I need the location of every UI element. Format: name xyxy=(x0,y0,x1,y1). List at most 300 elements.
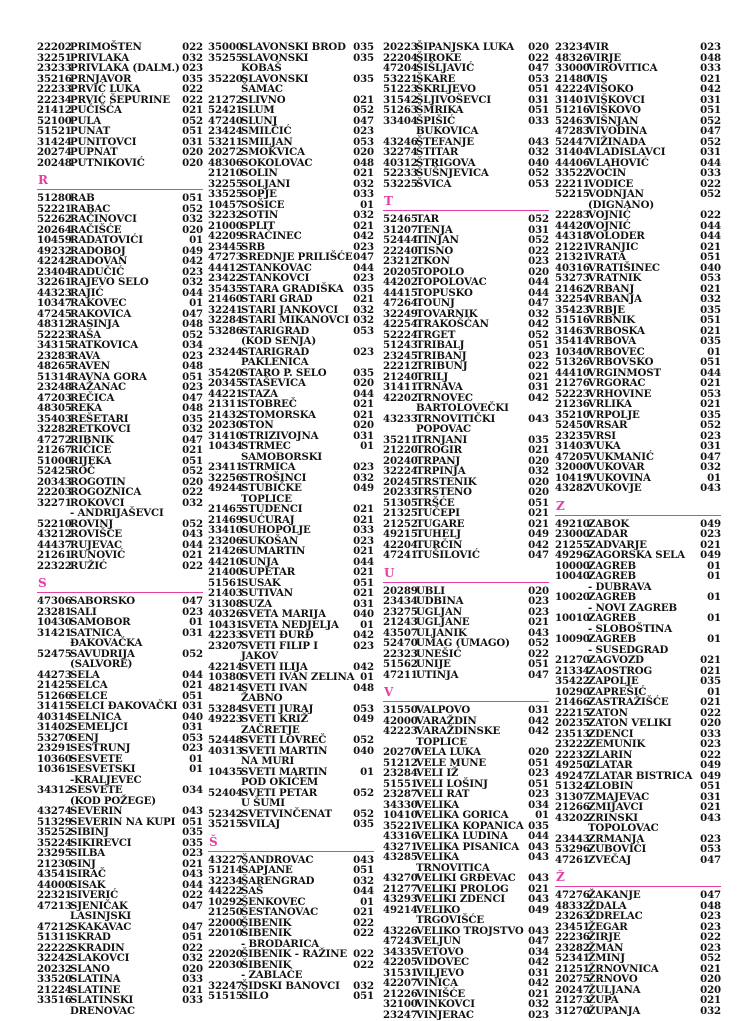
area-code: 052 xyxy=(700,114,721,127)
area-code: 031 xyxy=(528,223,549,236)
entry-row xyxy=(383,726,549,737)
entry-continuation xyxy=(37,659,203,670)
place-name: VELIKA KOPANICA xyxy=(416,819,524,832)
postal-code: 47273 xyxy=(208,251,243,263)
postal-code: 44318 xyxy=(555,230,590,242)
place-name: VINIŠĆE xyxy=(416,987,465,1000)
entry-row xyxy=(383,63,549,74)
place-name: VETOVO xyxy=(416,945,464,958)
area-code: 023 xyxy=(700,941,721,954)
entry-row xyxy=(208,683,374,694)
place-name: ŠAMAC xyxy=(241,83,283,95)
place-name: SEVERIN xyxy=(70,805,123,817)
area-code: 023 xyxy=(700,920,721,933)
place-name: SVETI PETAR xyxy=(241,786,318,799)
postal-code: 22233 xyxy=(37,83,72,95)
postal-code: 23443 xyxy=(555,832,590,845)
postal-code: 51214 xyxy=(208,864,243,876)
entry-row xyxy=(208,420,374,431)
postal-code: 10000 xyxy=(555,559,590,572)
place-name: SVETVINČENAT xyxy=(241,807,332,820)
entry-row xyxy=(208,735,374,746)
entry-row xyxy=(555,932,721,943)
area-code: 023 xyxy=(353,240,374,253)
entry-row xyxy=(555,210,721,221)
postal-code: 48305 xyxy=(37,402,72,414)
entry-row xyxy=(37,848,203,859)
place-name: VUKA xyxy=(588,440,621,452)
area-code: 052 xyxy=(700,135,721,148)
postal-code: 42205 xyxy=(383,956,418,968)
entry-row xyxy=(208,441,374,452)
place-name: SESVETSKI xyxy=(70,763,136,775)
area-code: 01 xyxy=(707,471,721,484)
postal-code: 20230 xyxy=(208,419,243,431)
entry-row xyxy=(555,42,721,53)
place-name: POD OKIĆEM xyxy=(241,776,319,788)
postal-code: 35422 xyxy=(555,675,590,687)
area-code: 051 xyxy=(182,192,203,204)
area-code: 021 xyxy=(700,664,721,677)
place-name: SLUM xyxy=(241,104,275,116)
postal-code: 10434 xyxy=(208,440,243,452)
area-code: 020 xyxy=(182,223,203,236)
area-code: 052 xyxy=(353,807,374,820)
postal-code: 48326 xyxy=(555,51,590,64)
place-name: ZAPOLJE xyxy=(588,675,639,687)
place-name: STAŠEVICA xyxy=(241,377,306,389)
area-code: 043 xyxy=(700,482,721,494)
postal-code: 53211 xyxy=(208,135,243,148)
postal-code: 32100 xyxy=(383,998,418,1010)
area-code: 023 xyxy=(700,41,721,53)
postal-code: 43274 xyxy=(37,805,72,817)
entry-row xyxy=(37,361,203,372)
area-code: 052 xyxy=(353,786,374,799)
place-name: SESVETE xyxy=(70,784,123,796)
place-name: ROKOVCI xyxy=(70,496,125,509)
postal-code: 35215 xyxy=(208,818,243,830)
area-code: 035 xyxy=(700,303,721,316)
place-name: TOUNJ xyxy=(416,297,455,309)
place-name: STAZA xyxy=(241,387,278,400)
place-name: SVETI ĐURĐ xyxy=(241,629,314,641)
postal-code: 43316 xyxy=(383,830,418,842)
area-code: 043 xyxy=(528,851,549,863)
area-code: 032 xyxy=(700,461,721,473)
place-name: SLUNJ xyxy=(241,114,278,127)
section-header xyxy=(555,496,721,516)
place-name: ZAGORSKA SELA xyxy=(588,549,685,561)
place-name: PULA xyxy=(70,114,102,127)
postal-code: 53273 xyxy=(555,272,590,284)
entry-row xyxy=(208,189,374,200)
postal-code: 51223 xyxy=(383,83,418,95)
area-code: 051 xyxy=(353,864,374,876)
place-name: SAVUDRIJA xyxy=(70,647,135,660)
postal-code: 49214 xyxy=(383,903,418,916)
postal-code: 43293 xyxy=(383,893,418,905)
area-code: 020 xyxy=(528,475,549,488)
postal-code: 35220 xyxy=(208,72,243,85)
place-name: ŽULJANA xyxy=(588,983,641,996)
place-name: STARA GRADIŠKA xyxy=(241,282,344,295)
section-header xyxy=(383,563,549,583)
postal-code: 10360 xyxy=(37,752,72,765)
postal-code: 52342 xyxy=(208,807,243,820)
area-code: 053 xyxy=(700,387,721,400)
place-name: - ANDRIJAŠEVCI xyxy=(70,507,164,519)
area-code: 051 xyxy=(528,339,549,351)
area-code: 051 xyxy=(528,756,549,769)
area-code: 023 xyxy=(700,528,721,540)
postal-code: 31424 xyxy=(37,135,72,148)
postal-code: 44437 xyxy=(37,538,72,551)
postal-code: 20233 xyxy=(383,486,418,498)
place-name: VRGORAC xyxy=(588,377,646,389)
place-name: POPOVAC xyxy=(416,423,471,435)
section-letter: V xyxy=(384,685,394,699)
place-name: ŠAPJANE xyxy=(241,864,293,876)
postal-code: 10431 xyxy=(208,618,243,631)
area-code: 052 xyxy=(182,517,203,530)
place-name: REŠETARI xyxy=(70,412,129,425)
area-code: 044 xyxy=(700,366,721,379)
postal-code: 32242 xyxy=(37,952,72,964)
area-code: 043 xyxy=(182,528,203,540)
postal-code: 10457 xyxy=(208,198,243,211)
place-name: SLIVNO xyxy=(241,93,286,106)
entry-row xyxy=(555,676,721,687)
area-code: 051 xyxy=(528,496,549,509)
postal-code: 42202 xyxy=(383,391,418,404)
entry-row xyxy=(208,168,374,179)
area-code: 044 xyxy=(182,878,203,891)
place-name: JAKOV xyxy=(241,650,279,662)
place-name: SAMOBOR xyxy=(70,616,131,628)
entry-row xyxy=(383,659,549,670)
postal-code: 33000 xyxy=(555,62,590,74)
area-code: 031 xyxy=(182,135,203,148)
postal-code: 52223 xyxy=(555,387,590,400)
entry-row xyxy=(37,596,203,607)
place-name: ZMAJEVAC xyxy=(588,790,650,803)
place-name: SJENIČAK xyxy=(70,899,128,912)
postal-code: 51562 xyxy=(383,658,418,670)
postal-code: 21272 xyxy=(208,93,243,106)
postal-code: 44222 xyxy=(208,885,243,897)
area-code: 047 xyxy=(182,433,203,446)
section-letter: Š xyxy=(209,834,218,849)
place-name: SVETI JURAJ xyxy=(241,702,314,715)
postal-code: 35000 xyxy=(208,41,243,53)
place-name: VELIKA LUDINA xyxy=(416,830,508,842)
postal-code: 35414 xyxy=(555,335,590,347)
postal-code: 23411 xyxy=(208,461,243,473)
place-name: SKAKAVAC xyxy=(70,920,132,933)
place-name: SUĆURAJ xyxy=(241,513,295,526)
area-code: 031 xyxy=(528,93,549,106)
area-code: 047 xyxy=(700,889,721,901)
postal-code: 35403 xyxy=(37,412,72,425)
area-code: 044 xyxy=(353,261,374,274)
place-name: (KOD SENJA) xyxy=(241,335,316,347)
place-name: ŠARENGRAD xyxy=(241,874,315,887)
place-name: RAB xyxy=(70,192,95,204)
postal-code: 10020 xyxy=(555,591,590,603)
place-name: TRIBALJ xyxy=(416,339,465,351)
entry-row xyxy=(555,231,721,242)
place-name: SREDNJE PRILIŠĆE xyxy=(241,251,353,263)
place-name: ŠKARE xyxy=(416,72,456,85)
area-code: 049 xyxy=(528,903,549,916)
postal-code: 52463 xyxy=(555,114,590,127)
entry-continuation xyxy=(383,424,549,435)
postal-code: 31401 xyxy=(555,93,590,106)
postal-code: 43282 xyxy=(555,482,590,494)
place-name: SLATINSKI xyxy=(70,994,134,1006)
place-name: VELIKA xyxy=(416,798,460,811)
entry-row xyxy=(37,403,203,414)
section-header xyxy=(555,867,721,887)
area-code: 049 xyxy=(528,528,549,540)
place-name: ŽEGAR xyxy=(588,920,628,933)
area-code: 021 xyxy=(528,444,549,456)
area-code: 031 xyxy=(182,700,203,712)
postal-code: 44210 xyxy=(208,555,243,568)
postal-code: 44412 xyxy=(208,261,243,274)
postal-code: 21334 xyxy=(555,664,590,677)
postal-code: 22204 xyxy=(383,51,418,64)
place-name: SRAČINEC xyxy=(241,230,302,242)
postal-code: 47306 xyxy=(37,595,72,607)
place-name: ZDENCI xyxy=(588,727,634,740)
entry-row xyxy=(555,844,721,855)
section-divider xyxy=(555,515,721,516)
postal-code: 20248 xyxy=(37,156,72,169)
place-name: STOMORSKA xyxy=(241,408,316,421)
place-name: STOBREČ xyxy=(241,398,297,410)
area-code: 034 xyxy=(528,945,549,958)
place-name: ZUBOVIĆI xyxy=(588,843,647,855)
place-name: SEMELJCI xyxy=(70,721,128,733)
area-code: 021 xyxy=(528,517,549,530)
entry-row xyxy=(37,529,203,540)
postal-code: 22030 xyxy=(208,958,243,971)
place-name: VRSI xyxy=(588,429,616,442)
area-code: 01 xyxy=(707,591,721,603)
area-code: 048 xyxy=(353,156,374,169)
place-name: VRBOVSKO xyxy=(588,356,654,368)
postal-code: 21252 xyxy=(383,517,418,530)
postal-code: 53286 xyxy=(208,324,243,337)
postal-code: 52447 xyxy=(555,135,590,148)
place-name: TISNO xyxy=(416,244,454,257)
area-code: 023 xyxy=(182,605,203,618)
place-name: UNIJE xyxy=(416,658,451,670)
area-code: 023 xyxy=(353,125,374,137)
area-code: 032 xyxy=(182,51,203,64)
area-code: 032 xyxy=(353,874,374,887)
postal-code: 31463 xyxy=(555,324,590,337)
postal-code: 21469 xyxy=(208,513,243,526)
place-name: ZLATAR xyxy=(588,759,633,771)
postal-code: 22323 xyxy=(383,647,418,660)
area-code: 020 xyxy=(528,454,549,467)
place-name: VELI LOŠINJ xyxy=(416,777,488,790)
postal-code: 31531 xyxy=(383,966,418,979)
entry-row xyxy=(555,890,721,901)
postal-code: 35211 xyxy=(383,433,418,446)
area-code: 043 xyxy=(528,626,549,639)
place-name: STARI GRAD xyxy=(241,293,313,305)
place-name: REČICA xyxy=(70,391,115,404)
postal-code: 22321 xyxy=(37,889,72,901)
place-name: ZATON xyxy=(588,706,628,719)
entry-row xyxy=(208,231,374,242)
place-name: TROGIR xyxy=(416,444,462,456)
postal-code: 23263 xyxy=(555,910,590,922)
area-code: 035 xyxy=(353,51,374,64)
place-name: VELI IŽ xyxy=(416,767,459,779)
postal-code: 43227 xyxy=(208,853,243,866)
place-name: SRB xyxy=(241,240,265,253)
place-name: SOŠICE xyxy=(241,198,285,211)
entry-row xyxy=(555,911,721,922)
postal-code: 33520 xyxy=(37,973,72,985)
entry-row xyxy=(208,273,374,284)
place-name: SVETI KRIŽ xyxy=(241,713,308,725)
area-code: 022 xyxy=(700,209,721,221)
place-name: SLATINE xyxy=(70,983,121,996)
entry-row xyxy=(383,617,549,628)
area-code: 051 xyxy=(528,658,549,670)
area-code: 043 xyxy=(182,868,203,880)
place-name: SVETI FILIP I xyxy=(241,639,318,652)
postal-code: 33410 xyxy=(208,524,243,536)
area-code: 021 xyxy=(700,72,721,85)
place-name: TRIBUNJ xyxy=(416,360,468,372)
postal-code: 52100 xyxy=(37,114,72,127)
entry-row xyxy=(383,319,549,330)
postal-code: 52233 xyxy=(383,167,418,179)
section-divider xyxy=(383,582,549,583)
area-code: 044 xyxy=(353,885,374,897)
place-name: ZADAR xyxy=(588,528,628,540)
postal-code: 51521 xyxy=(37,125,72,137)
postal-code: 32234 xyxy=(208,874,243,887)
place-name: VELE MUNE xyxy=(416,756,487,769)
place-name: TURČIN xyxy=(416,538,463,551)
postal-code: 32232 xyxy=(208,209,243,221)
entry-continuation xyxy=(208,63,374,74)
place-name: ZLATAR BISTRICA xyxy=(588,769,693,782)
area-code: 032 xyxy=(528,146,549,158)
postal-code: 22283 xyxy=(555,209,590,221)
entry-row xyxy=(208,525,374,536)
area-code: 023 xyxy=(182,381,203,393)
postal-code: 21240 xyxy=(383,370,418,383)
postal-code: 31404 xyxy=(555,146,590,158)
postal-code: 49250 xyxy=(555,759,590,771)
place-name: ZASTRAŽIŠĆE xyxy=(588,696,669,708)
entry-row xyxy=(37,680,203,691)
place-name: ŽMAN xyxy=(588,941,624,954)
postal-code: 33516 xyxy=(37,994,72,1006)
area-code: 021 xyxy=(182,549,203,561)
area-code: 01 xyxy=(707,685,721,698)
postal-code: 20289 xyxy=(383,584,418,597)
entry-continuation xyxy=(208,651,374,662)
place-name: VRBANJA xyxy=(588,293,642,305)
area-code: 035 xyxy=(700,408,721,421)
place-name: ŠAŠ xyxy=(241,885,264,897)
postal-code: 10290 xyxy=(555,685,590,698)
area-code: 022 xyxy=(528,244,549,257)
postal-code: 43202 xyxy=(555,811,590,824)
place-name: VRHOVINE xyxy=(588,387,652,400)
postal-code: 51311 xyxy=(37,931,72,943)
area-code: 051 xyxy=(182,815,203,828)
area-code: 049 xyxy=(700,759,721,771)
area-code: 021 xyxy=(353,93,374,106)
postal-code: 40314 xyxy=(37,710,72,723)
place-name: ŠTITAR xyxy=(416,146,459,158)
area-code: 021 xyxy=(528,616,549,628)
area-code: 01 xyxy=(707,345,721,358)
entry-row xyxy=(555,697,721,708)
section-header xyxy=(37,170,203,190)
area-code: 022 xyxy=(353,916,374,929)
entry-row xyxy=(383,852,549,863)
place-name: TRNOVEC xyxy=(416,391,473,404)
postal-code: 40326 xyxy=(208,608,243,620)
postal-code: 23295 xyxy=(37,847,72,859)
place-name: SLAVONSKI BROD xyxy=(241,41,346,53)
postal-code: 22202 xyxy=(37,41,72,53)
area-code: 052 xyxy=(182,328,203,341)
area-code: 035 xyxy=(353,72,374,85)
postal-code: 31411 xyxy=(383,381,418,393)
entry-row xyxy=(208,294,374,305)
place-name: RAVA xyxy=(70,349,101,362)
area-code: 035 xyxy=(353,818,374,830)
area-code: 048 xyxy=(182,318,203,330)
postal-code: 20274 xyxy=(37,146,72,158)
area-code: 052 xyxy=(700,188,721,200)
postal-code: 21210 xyxy=(208,167,243,179)
place-name: VIR xyxy=(588,41,609,53)
place-name: UMAG (UMAGO) xyxy=(416,637,510,649)
area-code: 052 xyxy=(353,734,374,746)
entry-row xyxy=(383,810,549,821)
entry-row xyxy=(383,936,549,947)
postal-code: 21325 xyxy=(383,507,418,519)
place-name: STRIZIVOJNA xyxy=(241,429,319,442)
area-code: 048 xyxy=(700,899,721,912)
place-name: ZLOBIN xyxy=(588,780,634,792)
area-code: 033 xyxy=(353,188,374,200)
entry-row xyxy=(383,1010,549,1021)
area-code: 022 xyxy=(528,360,549,372)
postal-code: 32224 xyxy=(383,465,418,477)
area-code: 047 xyxy=(182,307,203,320)
section-divider xyxy=(37,592,203,593)
place-name: SLANO xyxy=(70,962,110,975)
postal-code: 21277 xyxy=(383,882,418,895)
entry-row xyxy=(383,445,549,456)
postal-code: 22203 xyxy=(37,486,72,498)
